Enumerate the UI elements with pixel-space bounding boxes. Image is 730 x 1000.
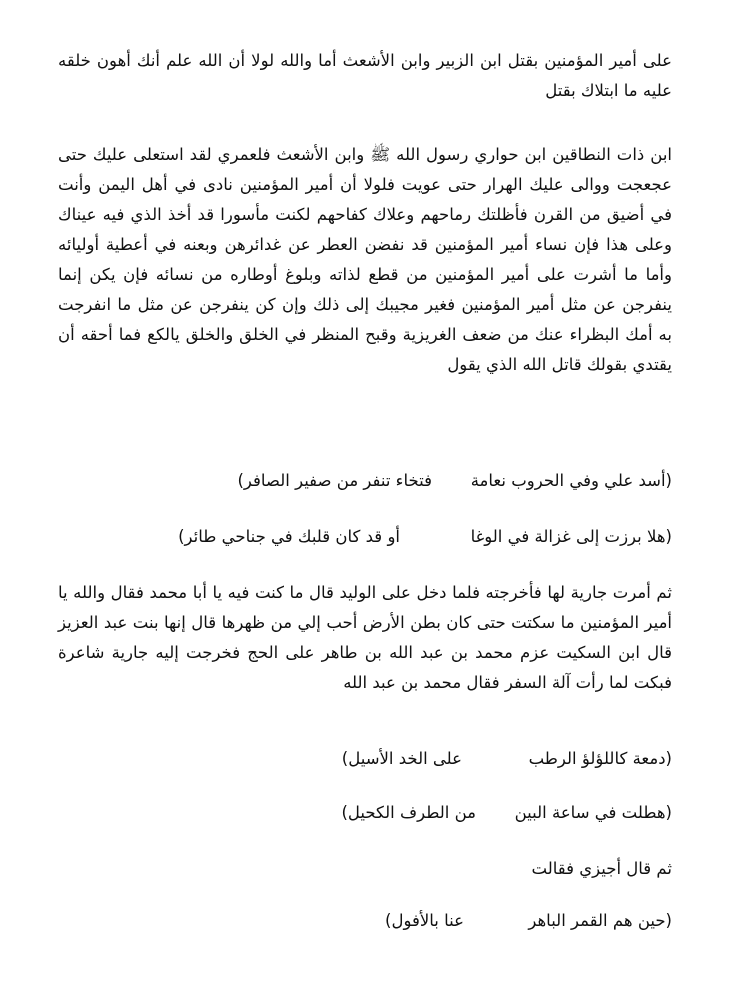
- verse-line-3: [332, 746, 672, 772]
- verse-4-second-hemistich: من الطرف الكحيل): [341, 803, 476, 822]
- verse-line-1: [192, 468, 672, 494]
- paragraph-2: ابن ذات النطاقين ابن حواري رسول الله ﷺ وابن الأشعث فلعمري لقد استعلى عليك حتى عجعجت ووالى عليك الهرار حتى عويت فلولا أن أمير المؤمنين نادى في أهل اليمن وأنت في أضيق من القرن فأظلتك رماحهم وعلاك كفاحهم لكنت مأسورا قد أخذ الذي فيه عيناك وعلى هذا فإن نساء أمير المؤمنين قد نفضن العطر عن غدائرهن وبعنه في أعطية أوليائه وأما ما أشرت على أمير المؤمنين من قطع لذاته وبلوغ أوطاره من نسائه فإن يكن إنما ينفرجن عن مثل أمير المؤمنين فغير مجيبك إلى ذلك وإن كن ينفرجن عن مثل ما انفرجت به أمك البظراء عنك من ضعف الغريزية وقبح المنظر في الخلق والخلق يالكع فما أحقه أن يقتدي بقولك قاتل الله الذي يقول: [58, 145, 672, 374]
- paragraph-3: ثم أمرت جارية لها فأخرجته فلما دخل على الوليد قال ما كنت فيه يا أبا محمد فقال والله يا أمير المؤمنين ما سكتت حتى كان بطن الأرض أحب إلي من ظهرها قال إنها بنت عبد العزيز قال ابن السكيت عزم محمد بن عبد الله بن طاهر على الحج فخرجت إليه جارية شاعرة فبكت لما رأت آلة السفر فقال محمد بن عبد الله: [58, 583, 672, 692]
- verse-2-second-hemistich: أو قد كان قلبك في جناحي طائر): [178, 527, 400, 546]
- verse-4-first-hemistich: (هطلت في ساعة البين: [514, 803, 672, 822]
- verse-5-second-hemistich: عنا بالأفول): [385, 911, 464, 930]
- verse-3-first-hemistich: (دمعة كاللؤلؤ الرطب: [528, 749, 672, 768]
- verse-line-4: [322, 800, 672, 826]
- verse-2-first-hemistich: (هلا برزت إلى غزالة في الوغا: [470, 527, 672, 546]
- verse-1-first-hemistich: (أسد علي وفي الحروب نعامة: [470, 471, 672, 490]
- interlude-line: ثم قال أجيزي فقالت: [531, 859, 672, 878]
- paragraph-1: على أمير المؤمنين بقتل ابن الزبير وابن الأشعث أما والله لولا أن الله علم أنك أهون خلقه عليه ما ابتلاك بقتل: [58, 51, 672, 100]
- verse-5-first-hemistich: (حين هم القمر الباهر: [528, 911, 672, 930]
- verse-line-5: [372, 908, 672, 934]
- verse-1-second-hemistich: فتخاء تنفر من صفير الصافر): [237, 471, 432, 490]
- verse-line-2: [172, 524, 672, 550]
- verse-3-second-hemistich: على الخد الأسيل): [341, 749, 462, 768]
